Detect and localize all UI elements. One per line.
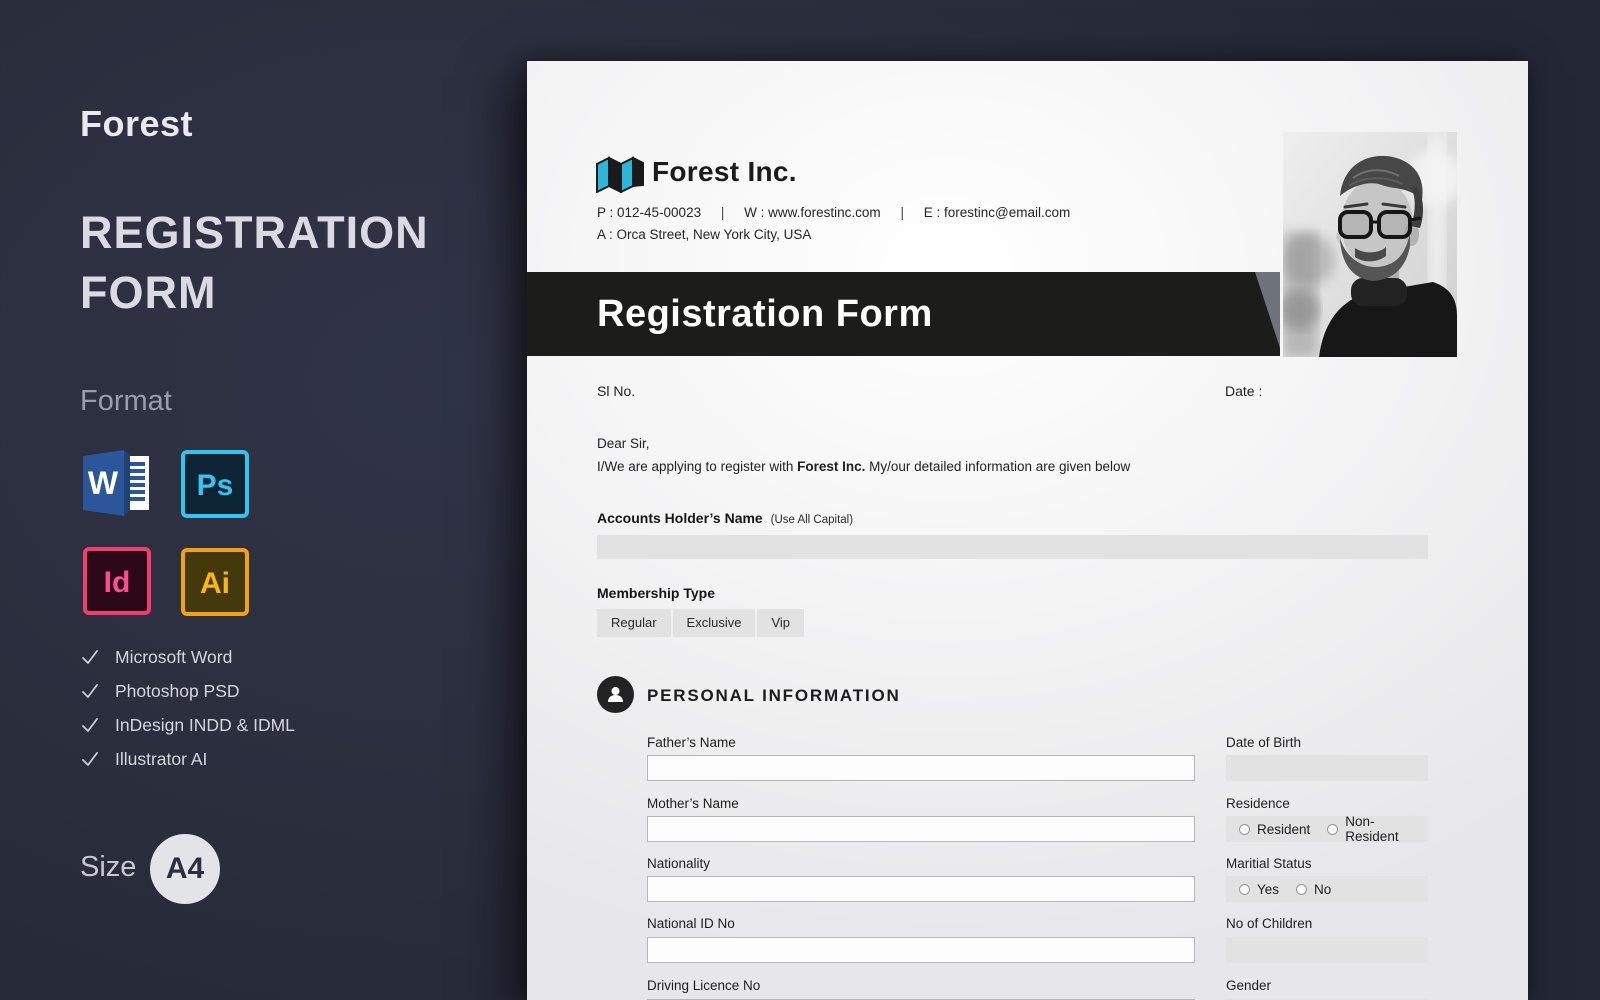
intro-company-bold: Forest Inc. — [797, 459, 866, 474]
ms-word-icon — [83, 449, 151, 517]
id-letters: Id — [103, 566, 131, 599]
membership-option-regular[interactable]: Regular — [597, 609, 671, 637]
form-title: Registration Form — [597, 292, 933, 335]
format-heading: Format — [80, 385, 172, 417]
company-email: E : forestinc@email.com — [923, 205, 1071, 220]
form-title-bar — [527, 272, 1280, 356]
feature-label: Illustrator AI — [115, 748, 208, 769]
mothers-name-input[interactable] — [647, 816, 1195, 842]
membership-option-exclusive[interactable]: Exclusive — [673, 609, 756, 637]
mothers-name-label: Mother’s Name — [647, 796, 739, 811]
product-title-line1: REGISTRATION — [80, 207, 429, 258]
marital-yes-radio[interactable] — [1239, 884, 1250, 895]
size-a4-badge: A4 — [150, 834, 220, 904]
nationality-label: Nationality — [647, 856, 711, 871]
check-icon — [80, 682, 99, 701]
feature-item — [80, 640, 295, 674]
fathers-name-input[interactable] — [647, 755, 1195, 781]
feature-label: Photoshop PSD — [115, 680, 240, 701]
national-id-input[interactable] — [647, 937, 1195, 963]
word-letter: W — [87, 465, 119, 501]
salutation: Dear Sir, — [597, 436, 650, 451]
non-resident-option-label: Non-Resident — [1345, 814, 1399, 844]
product-title-line2: FORM — [80, 267, 217, 318]
marital-yes-label: Yes — [1257, 881, 1280, 897]
driving-licence-label: Driving Licence No — [647, 978, 761, 993]
ps-letters: Ps — [196, 469, 234, 502]
membership-options — [597, 609, 804, 637]
fathers-name-label: Father’s Name — [647, 735, 736, 750]
date-of-birth-input[interactable] — [1226, 755, 1428, 781]
feature-item — [80, 674, 295, 708]
resident-option-label: Resident — [1257, 821, 1311, 837]
portrait-photo — [1283, 132, 1457, 357]
personal-information-heading: PERSONAL INFORMATION — [647, 686, 901, 705]
company-phone: P : 012-45-00023 — [597, 205, 702, 220]
account-holder-label — [597, 510, 853, 526]
marital-status-label: Maritial Status — [1226, 856, 1312, 871]
ai-letters: Ai — [200, 567, 230, 600]
membership-type-label: Membership Type — [597, 585, 715, 601]
product-brand: Forest — [80, 103, 194, 144]
check-icon — [80, 750, 99, 769]
resident-radio[interactable] — [1239, 824, 1250, 835]
no-of-children-input[interactable] — [1226, 937, 1428, 963]
residence-label: Residence — [1226, 796, 1290, 811]
photoshop-icon — [181, 450, 249, 518]
person-icon — [597, 676, 634, 713]
marital-status-radio-group — [1226, 876, 1428, 902]
date-label: Date : — [1225, 383, 1263, 399]
residence-radio-group — [1226, 816, 1428, 842]
illustrator-icon — [181, 548, 249, 616]
check-icon — [80, 648, 99, 667]
separator: | — [900, 205, 904, 220]
account-holder-input[interactable] — [597, 535, 1428, 559]
non-resident-radio[interactable] — [1327, 824, 1338, 835]
product-title — [80, 203, 429, 323]
marital-no-label: No — [1314, 881, 1332, 897]
company-contact-row — [597, 205, 1070, 220]
feature-label: Microsoft Word — [115, 646, 233, 667]
company-website: W : www.forestinc.com — [744, 205, 881, 220]
indesign-icon — [83, 547, 151, 615]
nationality-input[interactable] — [647, 876, 1195, 902]
separator: | — [720, 205, 725, 220]
account-holder-label-text: Accounts Holder’s Name — [597, 510, 763, 526]
company-name: Forest Inc. — [652, 156, 797, 187]
company-address: A : Orca Street, New York City, USA — [597, 227, 812, 242]
forest-inc-logo-icon — [596, 155, 644, 198]
feature-item — [80, 708, 295, 742]
membership-option-vip[interactable]: Vip — [757, 609, 804, 637]
national-id-label: National ID No — [647, 916, 735, 931]
intro-pre: I/We are applying to register with — [597, 459, 798, 474]
account-holder-note: (Use All Capital) — [770, 514, 854, 526]
registration-form-page — [527, 61, 1528, 1000]
size-label: Size — [80, 851, 137, 883]
check-icon — [80, 716, 99, 735]
date-of-birth-label: Date of Birth — [1226, 735, 1302, 750]
feature-list — [80, 640, 295, 776]
feature-label: InDesign INDD & IDML — [115, 714, 295, 735]
gender-label: Gender — [1226, 978, 1272, 993]
marital-no-radio[interactable] — [1296, 884, 1307, 895]
feature-item — [80, 742, 295, 776]
intro-text — [597, 459, 1130, 474]
sl-no-label: Sl No. — [597, 383, 636, 399]
intro-post: My/our detailed information are given below — [865, 459, 1131, 474]
no-of-children-label: No of Children — [1226, 916, 1313, 931]
